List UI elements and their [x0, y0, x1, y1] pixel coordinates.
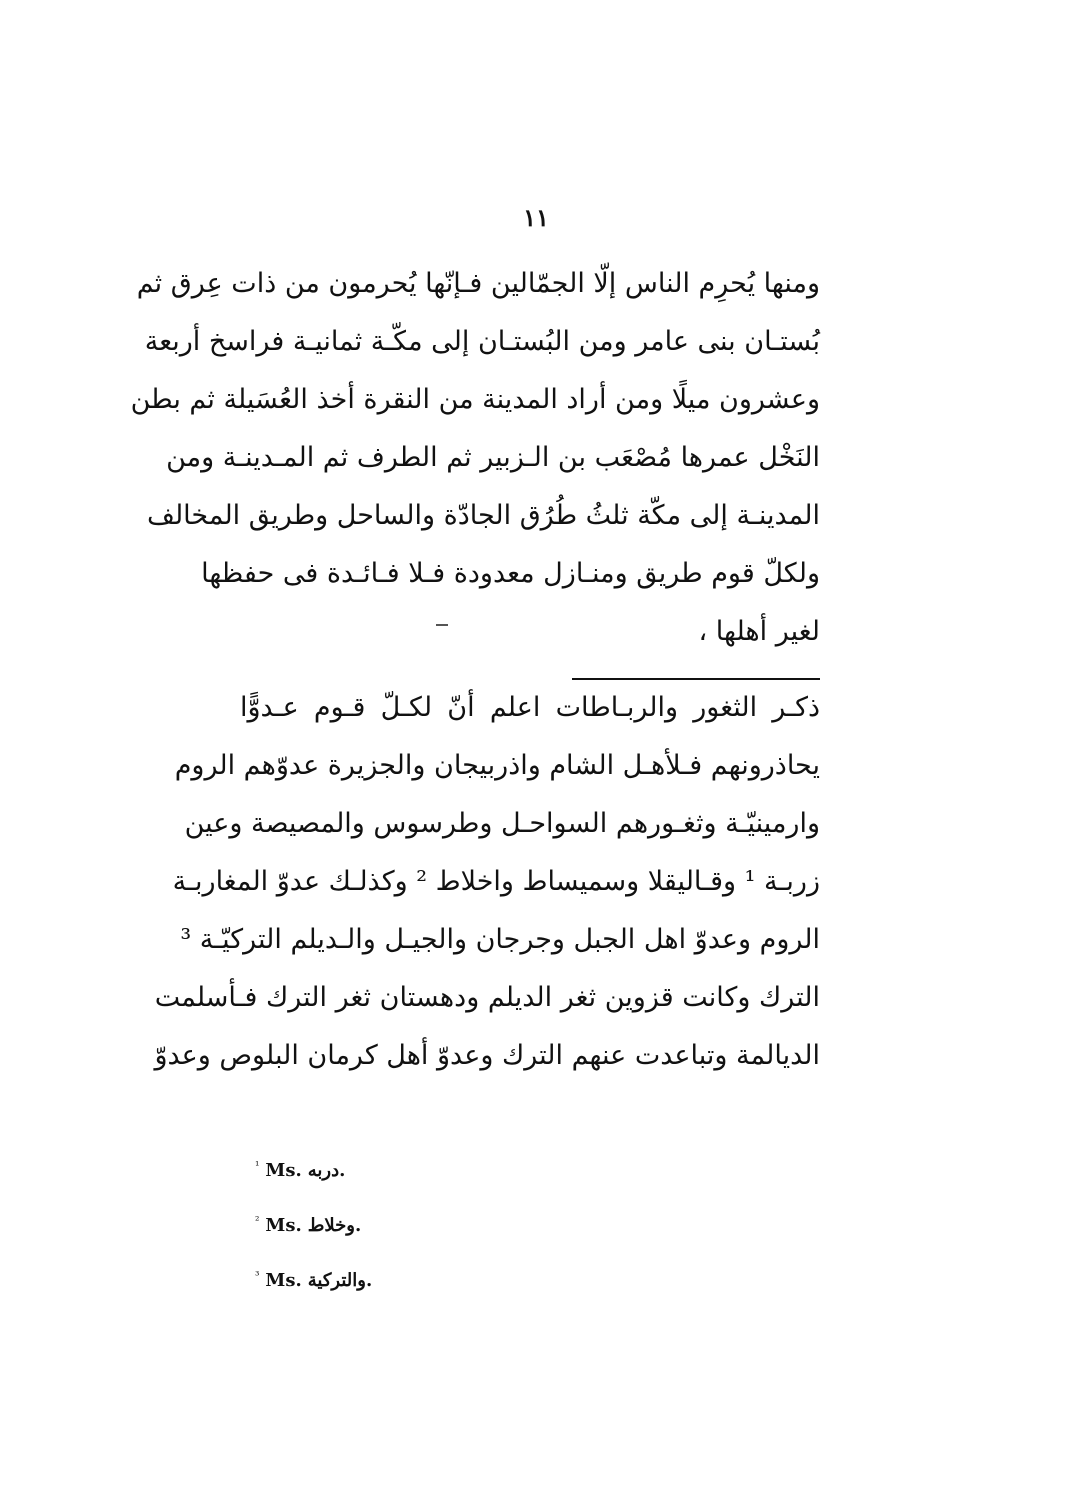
footnote: [255, 1146, 455, 1201]
text-line: الديالمة وتباعدت عنهم الترك وعدوّ أهل كرمان البلوص وعدوّ: [154, 1040, 820, 1071]
text-line: الترك وكانت قزوين ثغر الديلم ودهستان ثغر الترك فـأسلمت: [154, 982, 820, 1013]
text-line: بُستـان بنى عامر ومن البُستـان إلى مكّـة ثمانيـة فراسخ أربعة: [144, 326, 820, 357]
footnote-reading: دربه.: [307, 1160, 346, 1181]
page-number: ١١: [523, 203, 549, 232]
print-mark: [436, 624, 448, 626]
text-line: ذكـر الثغور والربـاطات اعلم أنّ لكـلّ قـوم عـدوًّا: [240, 692, 820, 723]
footnote-source: Ms.: [265, 1215, 302, 1236]
footnote: [255, 1201, 455, 1256]
footnote-source: Ms.: [265, 1270, 302, 1291]
text-line: الروم وعدوّ اهل الجبل وجرجان والجيـل والـديلم التركيّـة ³: [180, 924, 820, 955]
text-line: وعشرون ميلًا ومن أراد المدينة من النقرة أخذ العُسَيلة ثم بطن: [130, 384, 820, 415]
text-line: المدينـة إلى مكّة ثلثُ طُرُق الجادّة والساحل وطريق المخالف: [147, 500, 820, 531]
text-line: لغير أهلها ،: [698, 616, 820, 647]
footnote-number: ²: [255, 1214, 260, 1227]
footnote-number: ³: [255, 1269, 260, 1282]
footnote-reading: وخلاط.: [307, 1215, 362, 1236]
footnote-source: Ms.: [265, 1160, 302, 1181]
paragraph-frontiers: [154, 679, 820, 1085]
footnote: [255, 1256, 455, 1311]
text-line: يحاذرونهم فـلأهـل الشام واذربيجان والجزيرة عدوّهم الروم: [174, 750, 820, 781]
paragraph-routes: [130, 255, 820, 661]
text-line: وارمينيّـة وثغـورهم السواحـل وطرسوس والمصيصة وعين: [184, 808, 820, 839]
text-line: ولكلّ قوم طريق ومنـازل معدودة فـلا فـائـدة فى حفظها: [201, 558, 820, 589]
text-line: ومنها يُحرِم الناس إلّا الجمّالين فـإنّها يُحرمون من ذات عِرق ثم: [136, 268, 820, 299]
text-line: زربـة ¹ وقـاليقلا وسميساط واخلاط ² وكذلـك عدوّ المغاربـة: [172, 866, 820, 897]
footnote-reading: والتركية.: [307, 1270, 373, 1291]
footnotes: [255, 1146, 455, 1311]
footnote-number: ¹: [255, 1159, 260, 1172]
text-line: النَخْل عمرها مُصْعَب بن الـزبير ثم الطرف ثم المـدينـة ومن: [166, 442, 820, 473]
